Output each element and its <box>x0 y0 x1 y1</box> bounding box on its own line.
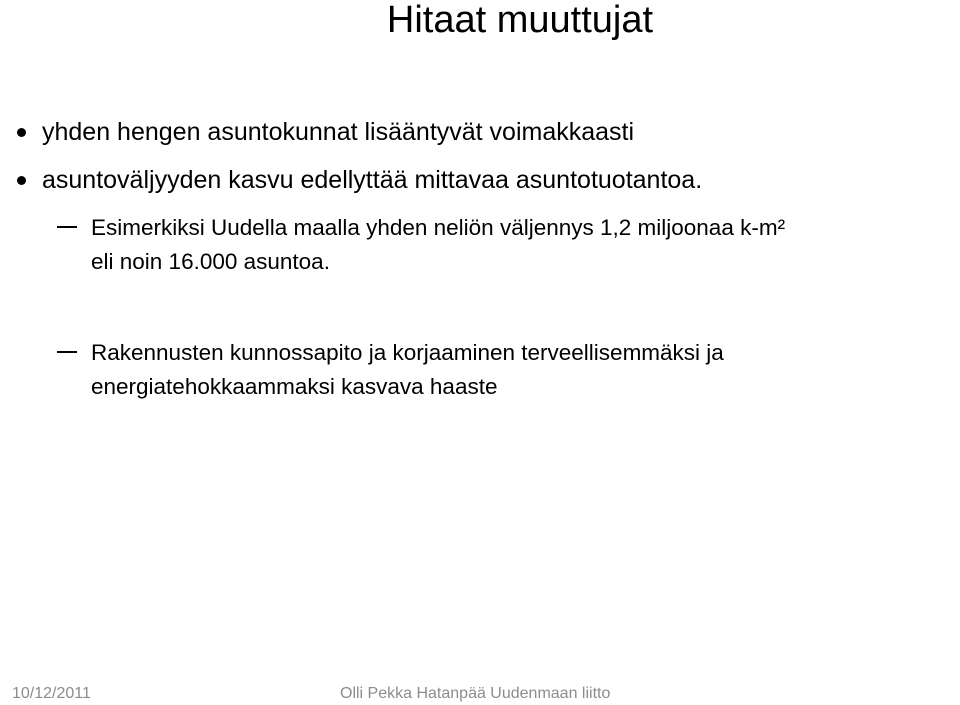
sub-item-2-line-1: Rakennusten kunnossapito ja korjaaminen terveellisemmäksi ja <box>91 340 724 365</box>
sub-item-1-line-1: Esimerkiksi Uudella maalla yhden neliön väljennys 1,2 miljoonaa k-m² <box>91 215 786 240</box>
bullet-item-2: asuntoväljyyden kasvu edellyttää mittavaa asuntotuotantoa. <box>42 166 703 194</box>
sub-item-2-line-2: energiatehokkaammaksi kasvava haaste <box>91 374 498 399</box>
sub-item-1 <box>91 211 785 279</box>
footer-date: 10/12/2011 <box>12 685 91 702</box>
slide-title: Hitaat muuttujat <box>386 0 654 41</box>
bullet-dot-1 <box>17 128 26 137</box>
sub-item-1-line-2: eli noin 16.000 asuntoa. <box>91 249 330 274</box>
sub-item-dash-1 <box>57 226 77 228</box>
sub-item-dash-2 <box>57 351 77 353</box>
bullet-item-1: yhden hengen asuntokunnat lisääntyvät voimakkaasti <box>42 118 635 146</box>
footer-author: Olli Pekka Hatanpää Uudenmaan liitto <box>340 685 611 702</box>
bullet-dot-2 <box>17 176 26 185</box>
sub-item-2 <box>91 336 724 404</box>
